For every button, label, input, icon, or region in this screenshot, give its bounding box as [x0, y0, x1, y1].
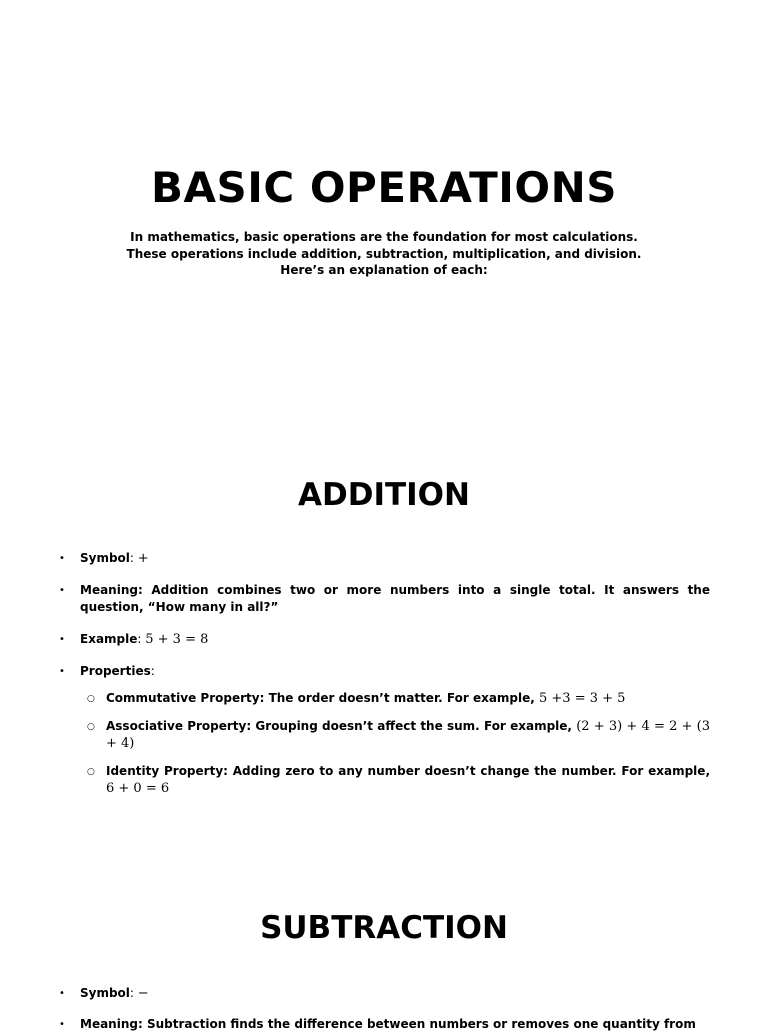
bullet-icon: • — [59, 666, 65, 677]
circle-bullet-icon: ○ — [87, 722, 95, 732]
bullet-icon: • — [59, 988, 65, 999]
properties-label: Properties — [80, 664, 151, 678]
subtraction-heading: SUBTRACTION — [260, 910, 508, 946]
meaning-text: Subtraction finds the difference between numbers or removes one quantity from — [146, 1017, 696, 1031]
property-label: Commutative Property — [106, 691, 260, 705]
intro-paragraph: In mathematics, basic operations are the foundation for most calculations. These operations include addition, subtraction, multiplication, and division. Here’s an explanation of each: — [126, 230, 642, 277]
addition-symbol-item: • Symbol: + — [59, 551, 149, 566]
symbol-label: Symbol — [80, 551, 130, 565]
symbol-value: − — [137, 986, 149, 1001]
bullet-icon: • — [59, 553, 65, 564]
bullet-icon: • — [59, 634, 65, 645]
addition-properties-item: • Properties: — [59, 664, 155, 678]
property-label: Identity Property — [106, 764, 224, 778]
addition-heading: ADDITION — [298, 477, 470, 513]
circle-bullet-icon: ○ — [87, 694, 95, 704]
property-label: Associative Property — [106, 719, 247, 733]
example-label: Example — [80, 632, 138, 646]
associative-property-item: ○ Associative Property: Grouping doesn’t affect the sum. For example, (2 + 3) + 4 = 2 + (3 + 4) — [87, 719, 710, 751]
property-math: 6 + 0 = 6 — [106, 781, 170, 796]
symbol-label: Symbol — [80, 986, 130, 1000]
addition-meaning-item: • Meaning: Addition combines two or more numbers into a single total. It answers the question, “How many in all?” — [59, 583, 710, 614]
property-math: (2 + 3) + 4 = 2 + (3 + 4) — [106, 719, 710, 751]
subtraction-meaning-item: • Meaning: Subtraction finds the difference between numbers or removes one quantity from — [59, 1017, 696, 1031]
meaning-label: Meaning — [80, 1017, 138, 1031]
property-math: 5 +3 = 3 + 5 — [539, 691, 626, 706]
commutative-property-item: ○ Commutative Property: The order doesn’t matter. For example, 5 +3 = 3 + 5 — [87, 691, 626, 706]
subtraction-symbol-item: • Symbol: − — [59, 986, 149, 1001]
example-value: 5 + 3 = 8 — [145, 632, 209, 647]
symbol-value: + — [137, 551, 149, 566]
bullet-icon: • — [59, 585, 65, 596]
addition-example-item: • Example: 5 + 3 = 8 — [59, 632, 209, 647]
meaning-label: Meaning — [80, 583, 138, 597]
identity-property-item: ○ Identity Property: Adding zero to any number doesn’t change the number. For example, 6 + 0 = 6 — [87, 764, 710, 796]
circle-bullet-icon: ○ — [87, 767, 95, 777]
meaning-text: Addition combines two or more numbers into a single total. It answers the question, “How many in all?” — [80, 583, 710, 614]
document-title: BASIC OPERATIONS — [151, 163, 617, 212]
bullet-icon: • — [59, 1019, 65, 1030]
